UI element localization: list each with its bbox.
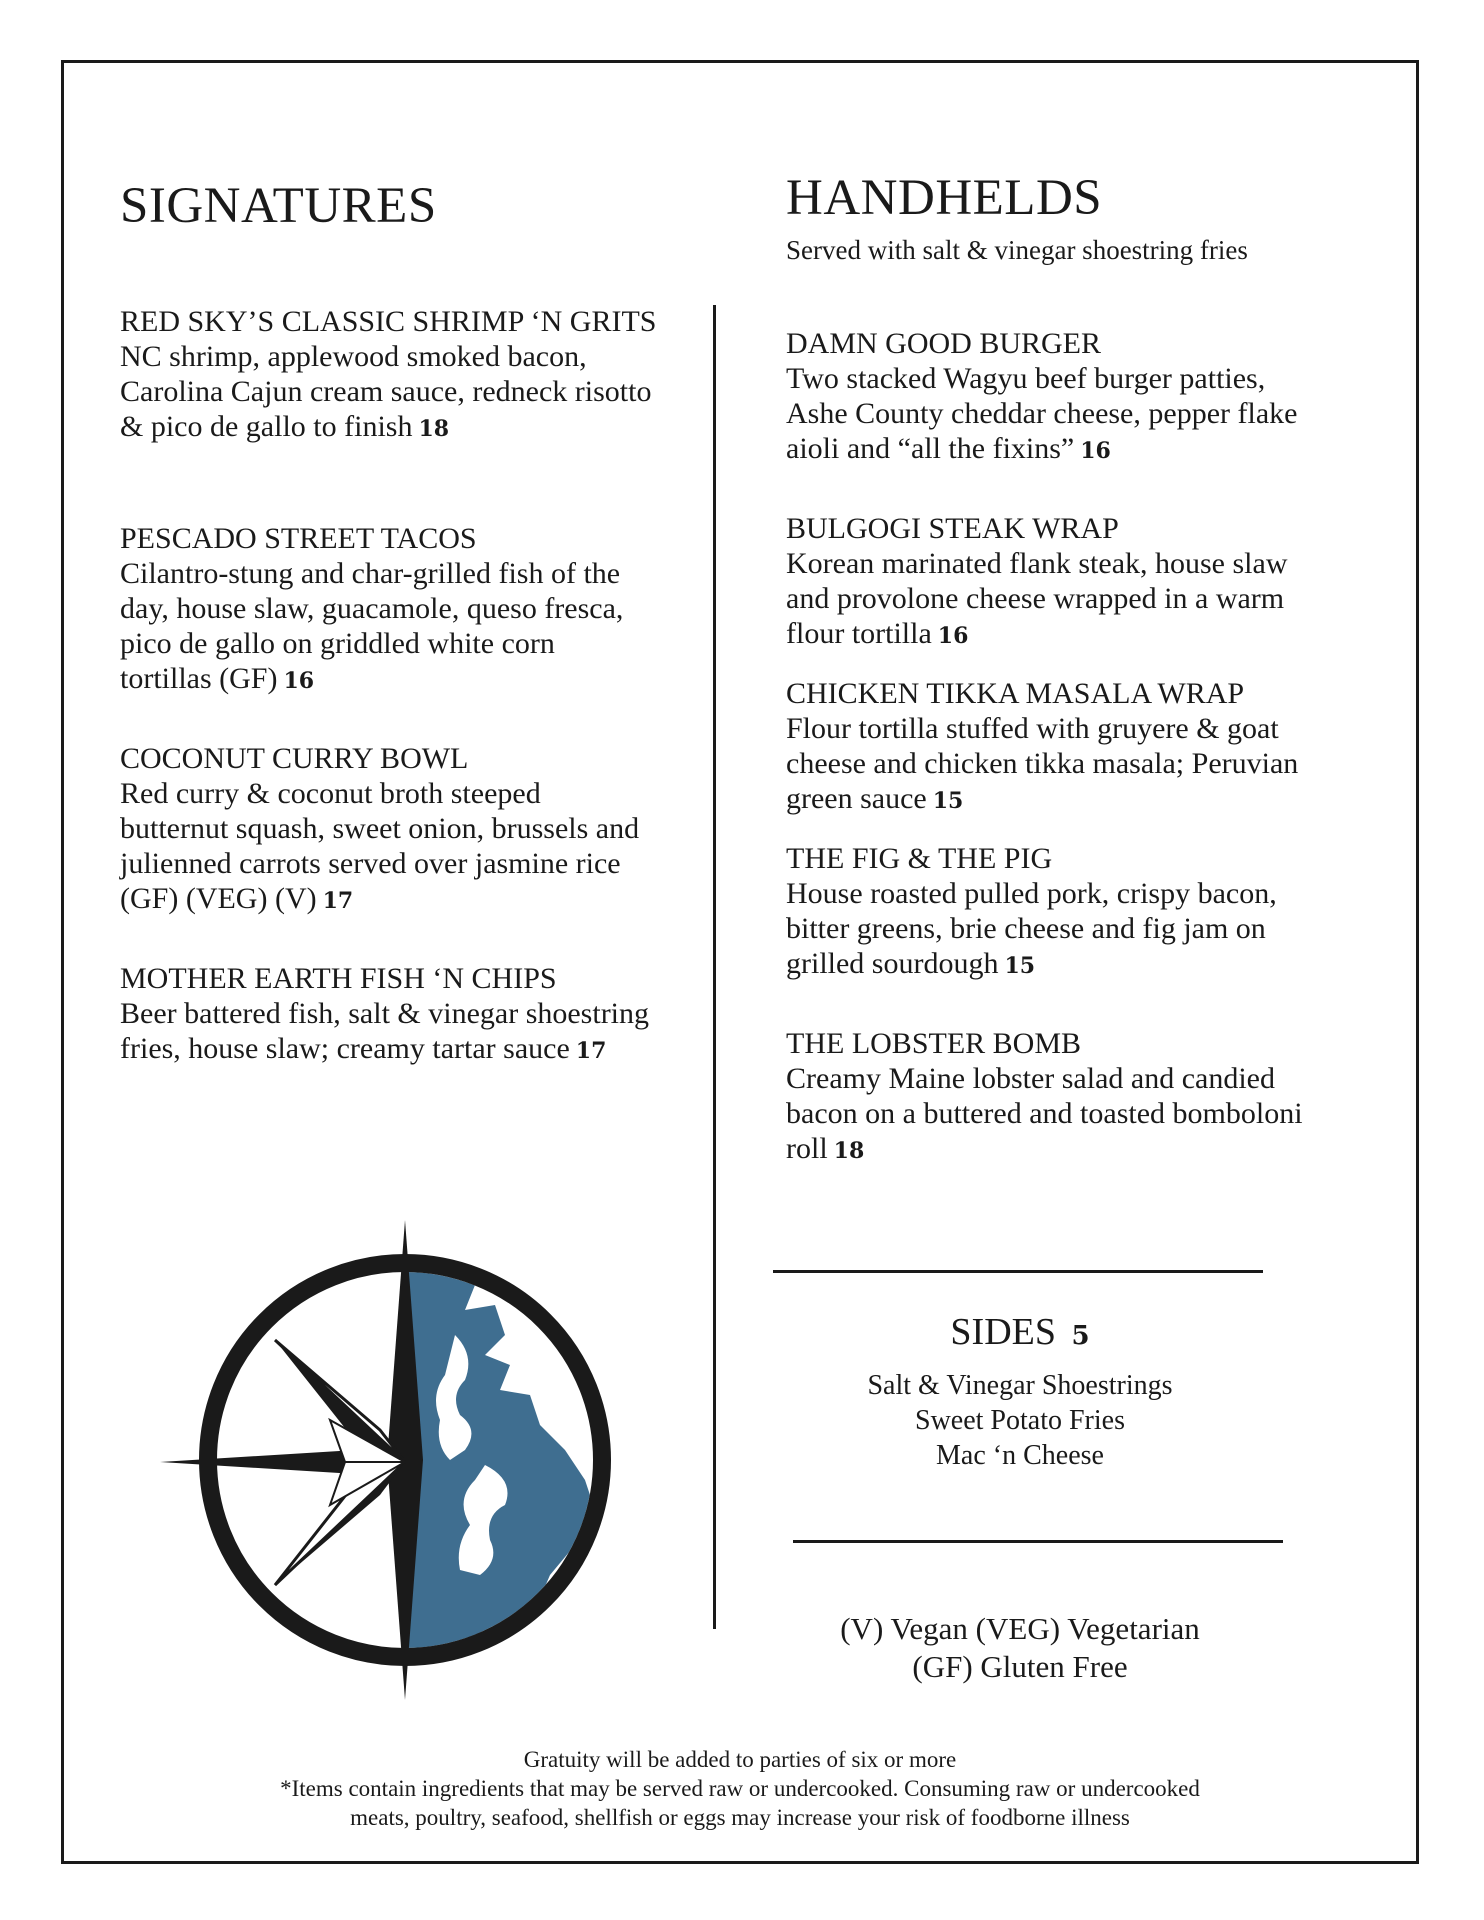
footer-line-2: *Items contain ingredients that may be served raw or undercooked. Consuming raw or undercooked	[280, 1776, 1200, 1801]
description-text: aioli and “all the fixins”	[786, 432, 1075, 466]
footer-line-1: Gratuity will be added to parties of six or more	[523, 1747, 957, 1772]
description-line	[120, 881, 710, 919]
signatures-title: SIGNATURES	[120, 178, 437, 234]
description-text: tortillas (GF)	[120, 662, 278, 696]
description-line	[120, 591, 710, 626]
description-text: Ashe County cheddar cheese, pepper flake	[786, 397, 1298, 431]
menu-item-description	[786, 361, 1366, 469]
side-item: Mac ‘n Cheese	[936, 1440, 1104, 1471]
menu-item-price: 16	[1080, 438, 1111, 465]
menu-item-name: PESCADO STREET TACOS	[120, 522, 477, 556]
menu-item-price: 17	[322, 888, 354, 915]
description-text: julienned carrots served over jasmine rice	[120, 847, 621, 881]
handhelds-section	[786, 170, 1366, 1169]
sides-title	[775, 1310, 1265, 1354]
description-text: and provolone cheese wrapped in a warm	[786, 582, 1285, 616]
menu-item-description	[786, 1061, 1366, 1169]
menu-item-price: 17	[575, 1038, 607, 1065]
menu-item-description	[786, 711, 1366, 819]
description-text: Beer battered fish, salt & vinegar shoestring	[120, 997, 650, 1031]
description-line	[786, 781, 1366, 819]
handhelds-title: HANDHELDS	[786, 170, 1103, 226]
dietary-legend	[775, 1610, 1265, 1686]
description-line	[120, 846, 710, 881]
description-text: Red curry & coconut broth steeped	[120, 777, 541, 811]
description-line	[120, 339, 710, 374]
sides-bottom-rule	[793, 1540, 1283, 1543]
handhelds-list	[786, 326, 1366, 1169]
description-line	[120, 626, 710, 661]
description-text: Two stacked Wagyu beef burger patties,	[786, 362, 1266, 396]
description-text: bitter greens, brie cheese and fig jam on	[786, 912, 1266, 946]
description-line	[786, 581, 1366, 616]
description-text: bacon on a buttered and toasted bomboloni	[786, 1097, 1303, 1131]
description-text: flour tortilla	[786, 617, 932, 651]
side-item: Sweet Potato Fries	[915, 1405, 1125, 1436]
description-text: Carolina Cajun cream sauce, redneck risotto	[120, 375, 652, 409]
description-text: Cilantro-stung and char-grilled fish of the	[120, 557, 621, 591]
description-line	[120, 409, 710, 447]
menu-item	[786, 841, 1366, 984]
sides-top-rule	[773, 1270, 1263, 1273]
menu-item	[786, 1026, 1366, 1169]
menu-item-name: RED SKY’S CLASSIC SHRIMP ‘N GRITS	[120, 305, 657, 339]
description-line	[120, 661, 710, 699]
menu-item-name: THE LOBSTER BOMB	[786, 1027, 1082, 1061]
description-line	[786, 616, 1366, 654]
menu-item	[786, 676, 1366, 819]
description-line	[786, 911, 1366, 946]
menu-item-description	[120, 556, 710, 699]
description-text: (GF) (VEG) (V)	[120, 882, 317, 916]
footer-notice	[61, 1745, 1419, 1832]
column-divider	[713, 305, 716, 1629]
description-line	[120, 556, 710, 591]
description-line	[120, 374, 710, 409]
menu-item	[786, 511, 1366, 654]
menu-item-description	[786, 546, 1366, 654]
land-shape	[405, 1265, 595, 1670]
description-line	[786, 546, 1366, 581]
signatures-list	[120, 304, 710, 1069]
footer-line-3: meats, poultry, seafood, shellfish or eggs may increase your risk of foodborne illness	[350, 1805, 1130, 1830]
description-line	[786, 946, 1366, 984]
description-text: Korean marinated flank steak, house slaw	[786, 547, 1288, 581]
menu-item	[120, 741, 710, 919]
menu-item-description	[786, 876, 1366, 984]
description-line	[786, 396, 1366, 431]
description-line	[120, 1031, 710, 1069]
description-text: NC shrimp, applewood smoked bacon,	[120, 340, 587, 374]
description-text: cheese and chicken tikka masala; Peruvian	[786, 747, 1299, 781]
menu-item-price: 18	[833, 1138, 865, 1165]
description-text: roll	[786, 1132, 828, 1166]
description-line	[786, 361, 1366, 396]
description-line	[786, 711, 1366, 746]
description-text: grilled sourdough	[786, 947, 999, 981]
legend-line-2: (GF) Gluten Free	[912, 1649, 1128, 1684]
menu-item-description	[120, 996, 710, 1069]
menu-item-price: 15	[932, 788, 964, 815]
sides-title-text: SIDES	[950, 1311, 1056, 1353]
menu-item-description	[120, 776, 710, 919]
menu-item-name: CHICKEN TIKKA MASALA WRAP	[786, 677, 1245, 711]
description-text: butternut squash, sweet onion, brussels and	[120, 812, 640, 846]
description-text: Flour tortilla stuffed with gruyere & goat	[786, 712, 1279, 746]
menu-item	[120, 961, 710, 1069]
description-line	[786, 431, 1366, 469]
description-line	[786, 1096, 1366, 1131]
compass-rose-icon	[155, 1215, 625, 1705]
menu-item-description	[120, 339, 710, 447]
menu-item	[120, 521, 710, 699]
description-text: & pico de gallo to finish	[120, 410, 413, 444]
description-line	[786, 1131, 1366, 1169]
description-line	[786, 876, 1366, 911]
menu-item-price: 18	[418, 416, 450, 443]
description-line	[786, 1061, 1366, 1096]
menu-item-price: 16	[937, 623, 969, 650]
menu-item-name: COCONUT CURRY BOWL	[120, 742, 469, 776]
description-text: House roasted pulled pork, crispy bacon,	[786, 877, 1277, 911]
sides-list	[775, 1368, 1265, 1473]
menu-item	[786, 326, 1366, 469]
menu-item-name: DAMN GOOD BURGER	[786, 327, 1102, 361]
legend-line-1: (V) Vegan (VEG) Vegetarian	[840, 1611, 1200, 1646]
description-line	[120, 996, 710, 1031]
sides-price: 5	[1071, 1321, 1090, 1351]
description-text: green sauce	[786, 782, 927, 816]
menu-item-name: THE FIG & THE PIG	[786, 842, 1053, 876]
description-text: fries, house slaw; creamy tartar sauce	[120, 1032, 570, 1066]
menu-item-name: BULGOGI STEAK WRAP	[786, 512, 1119, 546]
signatures-section	[120, 178, 710, 1069]
sides-section	[775, 1310, 1265, 1473]
side-item: Salt & Vinegar Shoestrings	[867, 1370, 1173, 1401]
description-text: pico de gallo on griddled white corn	[120, 627, 555, 661]
description-line	[120, 811, 710, 846]
handhelds-subtitle: Served with salt & vinegar shoestring fries	[786, 235, 1248, 266]
menu-item-price: 16	[283, 668, 315, 695]
menu-item-name: MOTHER EARTH FISH ‘N CHIPS	[120, 962, 557, 996]
description-line	[786, 746, 1366, 781]
description-text: day, house slaw, guacamole, queso fresca,	[120, 592, 624, 626]
menu-item-price: 15	[1004, 953, 1036, 980]
description-text: Creamy Maine lobster salad and candied	[786, 1062, 1275, 1096]
menu-item	[120, 304, 710, 447]
description-line	[120, 776, 710, 811]
